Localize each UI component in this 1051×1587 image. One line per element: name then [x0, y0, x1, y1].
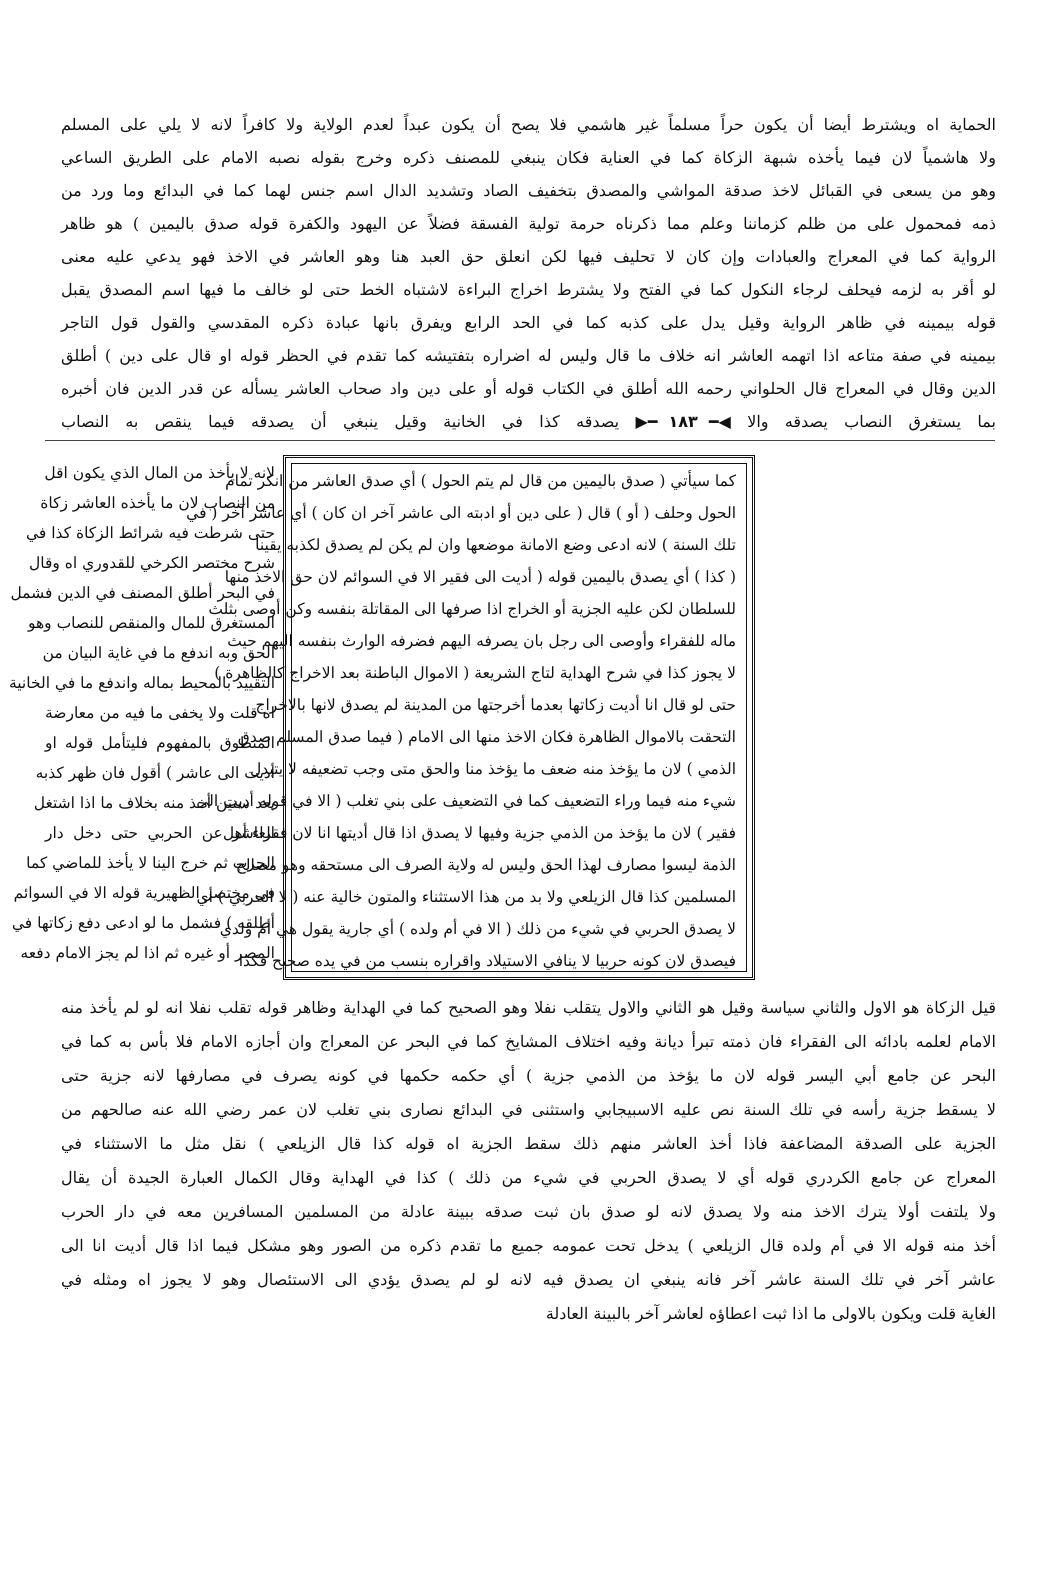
header-left-text: يصدقه كذا في الخانية وقيل ينبغي أن يصدقه فيما ينقص به النصاب	[61, 412, 620, 431]
bottom-line: أخذ منه قوله الا في أم ولده قال الزيلعي ) يدخل تحت عمومه جميع ما تقدم ذكره من الصور وهو مشكل فيما اذا قال أديت انا الى	[61, 1236, 996, 1255]
top-line: لو أقر به لزمه فيحلف لرجاء النكول كما في الفتح ولا يشترط اخراج البراءة لاشتباه الخط حتى لو خالف ما فيها اسم المصدق يقبل	[61, 280, 996, 299]
main-text-line: للسلطان لكن عليه الجزية أو الخراج اذا صرفها الى المقاتلة بنفسه وكن أوصى بثلث	[208, 600, 736, 618]
main-text-line: لا يصدق الحربي في شيء من ذلك ( الا في أم ولده ) أي جارية يقول هي أم ولدي	[219, 920, 736, 938]
page-number-group	[635, 407, 730, 437]
main-text-line: ( كذا ) أي يصدق باليمين قوله ( أديت الى فقير الا في السوائم لان حق الاخذ منها	[224, 568, 736, 586]
top-line: بيمينه في صفة متاعه اذا اتهمه العاشر انه خلاف ما قال وليس له اضراره بتفتيشه كما تقدم في الحظر قوله او قال على دين ) أطلق	[61, 346, 996, 365]
main-text-line: ماله للفقراء وأوصى الى رجل بان يصرفه اليهم فضرفه الوارث بنفسه اليهم حيث	[227, 632, 736, 650]
top-line: وهو من يسعى في القبائل لاخذ صدقة المواشي والمصدق بتخفيف الصاد وتشديد الدال اسم جنس لهما كما في البدائع وما ورد من	[61, 181, 997, 200]
side-line: بعد سنين أخذ منه بخلاف ما اذا اشتغل	[33, 794, 275, 812]
side-line: في مختصر الظهيرية قوله الا في السوائم	[13, 884, 275, 902]
bottom-line: لا يسقط جزية رأسه في تلك السنة نص عليه الاسبيجابي واستثنى في البدائع نصارى بني تغلب لان عمر رضي الله عنه صالحهم من	[61, 1100, 996, 1119]
ornament-left-icon: ━▶	[635, 412, 658, 431]
main-text-line: الذمي ) لان ما يؤخذ منه ضعف ما يؤخذ منا والحق متى وجب تضعيفه لا يتبدل	[250, 760, 736, 778]
side-line: المصر أو غيره ثم اذا لم يجز الامام دفعه	[20, 944, 275, 962]
main-text-line: فقير ) لان ما يؤخذ من الذمي جزية وفيها لا يصدق اذا قال أديتها انا لان فقراء أهل	[222, 824, 736, 842]
side-line: العاشر عن الحربي حتى دخل دار	[45, 824, 275, 842]
side-line: الحق وبه اندفع ما في غاية البيان من	[42, 644, 275, 662]
ornament-right-icon: ◀━	[708, 412, 731, 431]
side-line: لانه لا يأخذ من المال الذي يكون اقل	[44, 464, 275, 482]
bottom-line: الامام لعلمه بادائه الى الفقراء فان ذمته تبرأ ديانة وفيه اختلاف المشايخ كما في البحر عن المعراج وان أجازه الامام فلا بأس به كما في	[61, 1032, 996, 1051]
top-line: الحماية اه ويشترط أيضا أن يكون حراً مسلماً غير هاشمي فلا يصح أن يكون عبداً لعدم الولاية ولا كافراً لانه لا يلي على المسلم	[61, 115, 996, 134]
header-right-text: بما يستغرق النصاب يصدقه والا	[747, 412, 996, 431]
top-line: الرواية كما في المعراج والعبادات وإن كان لا تحليف فيها لكن انعلق حق العبد هنا وهو العاشر في الاخذ فهو يدعي عليه معنى	[61, 247, 996, 266]
top-line: قوله بيمينه في ظاهر الرواية وقيل يدل على كذبه كما في الحد الرابع ويفرق بانها عبادة ذكره المقدسي والقول قول التاجر	[61, 313, 997, 332]
bottom-line: المعراج عن جامع الكردري قوله أي لا يصدق الحربي في شيء من ذلك ) كذا في الهداية وقال الكمال العبارة الجيدة أن يقال	[61, 1168, 996, 1187]
main-text-line: لا يجوز كذا في شرح الهداية لتاج الشريعة ( الاموال الباطنة بعد الاخراج كالظاهرة )	[214, 664, 736, 682]
header-divider	[45, 440, 995, 441]
side-line: شرح مختصر الكرخي للقدوري اه وقال	[28, 554, 275, 572]
main-text-line: حتى لو قال انا أديت زكاتها بعدما أخرجتها من المدينة لم يصدق لانها بالاخراج	[255, 696, 736, 714]
bottom-line: الجزية على الصدقة المضاعفة فاذا أخذ العاشر منهم ذلك سقط الجزية اه قوله كذا قال الزيلعي ) نقل مثل ما الاستثناء في	[61, 1134, 996, 1153]
main-text-line: تلك السنة ) لانه ادعى وضع الامانة موضعها وان لم يكن لم يصدق لكذبه يقينا	[255, 536, 736, 554]
bottom-line: الغاية قلت ويكون بالاولى ما اذا ثبت اعطاؤه لعاشر آخر بالبينة العادلة	[545, 1304, 996, 1323]
side-line: التقييد بالمحيط بماله واندفع ما في الخانية	[8, 674, 275, 692]
side-line: أطلقه ) فشمل ما لو ادعى دفع زكاتها في	[11, 914, 275, 932]
side-line: أديت الى عاشر ) أقول فان ظهر كذبه	[35, 764, 275, 782]
main-text-line: الذمة ليسوا مصارف لهذا الحق وليس له ولاية الصرف الى مستحقه وهو مصالح	[235, 856, 736, 874]
top-line: ولا هاشمياً لان فيما يأخذه شبهة الزكاة كما في العناية فكان ينبغي للمصنف ذكره وخرج بقوله نصبه الامام على الطريق الساعي	[61, 148, 996, 167]
page-number: ١٨٣	[668, 412, 698, 431]
main-text-frame-inner	[186, 463, 747, 972]
side-commentary	[8, 458, 275, 983]
bottom-line: قيل الزكاة هو الاول والثاني سياسة وقيل هو الثاني والاول يتقلب نفلا وهو الصحيح كما في الهداية وظاهر قوله تقلب نفلا انه لو لم يأخذ منه	[61, 998, 996, 1017]
side-line: من النصاب لان ما يأخذه العاشر زكاة	[40, 494, 275, 512]
main-text-line: فيصدق لان كونه حربيا لا ينافي الاستيلاد واقراره بنسب من في يده صحيح فكذا	[238, 952, 736, 970]
bottom-line: عاشر آخر في تلك السنة عاشر آخر فانه ينبغي ان يصدق فيه لانه لو لم يصدق يؤدي الى الاستئصال وهو لا يجوز اه ومثله في	[61, 1270, 996, 1289]
side-line: حتى شرطت فيه شرائط الزكاة كذا في	[25, 524, 275, 542]
bottom-line: ولا يلتفت أولا يترك الاخذ منه ولا يصدق لانه لو صدق بان ثبت صدقه ببينة عادلة من المسلمين المسافرين معه في دار الحرب	[61, 1202, 996, 1221]
bottom-line: البحر عن جامع أبي اليسر قوله لان ما يؤخذ من الذمي جزية ) أي حكمه حكمها في كونه يصرف في مصارفها لانه جزية حتى	[61, 1066, 997, 1085]
main-text-line: الحول وحلف ( أو ) قال ( على دين أو ادبته الى عاشر آخر ان كان ) أي عاشر آخر ( في	[186, 504, 736, 522]
side-line: اه قلت ولا يخفى ما فيه من معارضة	[45, 704, 275, 722]
main-text-line: كما سيأتي ( صدق باليمين من قال لم يتم الحول ) أي صدق العاشر من انكر تمام	[225, 472, 736, 490]
main-text-line: المسلمين كذا قال الزيلعي ولا بد من هذا الاستثناء والمتون خالية عنه ( لا الحربي ) أي	[196, 888, 736, 906]
main-text-line: شيء منه فيما وراء التضعيف كما في التضعيف على بني تغلب ( الا في قوله أديت الى	[196, 792, 736, 810]
side-line: الحرب ثم خرج الينا لا يأخذ للماضي كما	[26, 854, 275, 872]
side-line: المنطوق بالمفهوم فليتأمل قوله او	[45, 734, 275, 752]
side-line: المستغرق للمال والمنقص للنصاب وهو	[28, 614, 275, 632]
main-text-frame	[186, 455, 755, 980]
top-line: الدين وقال في المعراج قال الحلواني رحمه الله أطلق في الكتاب قوله أو على دين واد صحاب العاشر يسأله عن قدر الدين فان أخبره	[61, 379, 996, 398]
top-line: ذمه فمحمول على من ظلم كزماننا وعلم مما ذكرناه حرمة تولية الفسقة فضلاً عن اليهود والكفرة قوله صدق باليمين ) هو ظاهر	[61, 214, 996, 233]
side-line: في البحر أطلق المصنف في الدين فشمل	[10, 584, 275, 602]
header-row	[61, 407, 996, 437]
main-text-line: التحقت بالاموال الظاهرة فكان الاخذ منها الى الامام ( فيما صدق المسلم صدق	[237, 728, 736, 746]
